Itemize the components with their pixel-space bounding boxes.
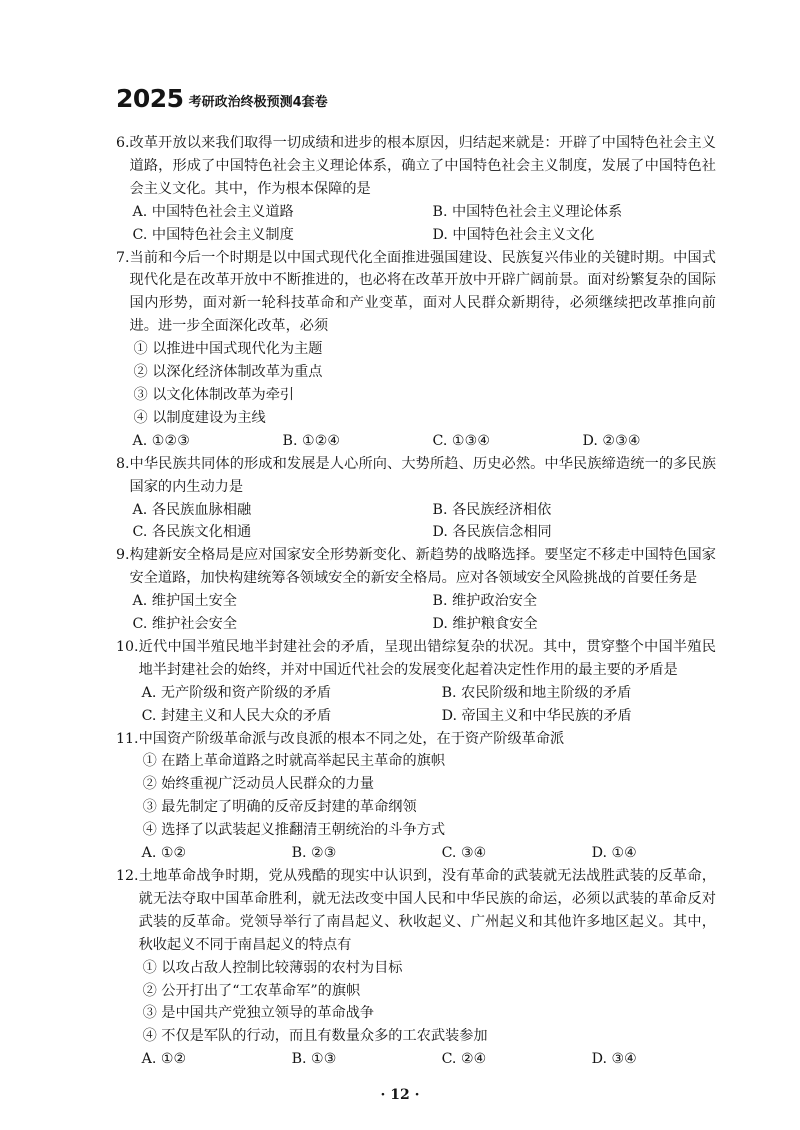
option-c: C. 各民族文化相通 — [132, 524, 252, 541]
option-c: C. ①③④ — [432, 432, 491, 449]
statement-1: ① 在踏上革命道路之时就高举起民主革命的旗帜 — [142, 753, 446, 770]
option-a: A. 维护国土安全 — [132, 593, 237, 610]
question-11 — [116, 728, 716, 865]
option-b: B. ①②④ — [282, 432, 341, 449]
question-12 — [116, 865, 716, 1071]
statement-4: ④ 不仅是军队的行动，而且有数量众多的工农武装参加 — [142, 1028, 488, 1045]
option-a: A. ①②③ — [132, 432, 190, 449]
statement-list — [130, 338, 716, 430]
question-number: 6. — [116, 135, 130, 151]
question-8 — [116, 453, 716, 545]
statement-list — [139, 957, 716, 1049]
answer-options — [130, 201, 716, 247]
question-number: 7. — [116, 249, 130, 266]
answer-options — [130, 430, 716, 453]
statement-4: ④ 以制度建设为主线 — [133, 409, 266, 426]
option-b: B. 各民族经济相依 — [432, 501, 552, 518]
option-d: D. 维护粮食安全 — [432, 616, 538, 633]
option-a: A. 无产阶级和资产阶级的矛盾 — [141, 684, 332, 701]
question-list — [116, 132, 716, 1071]
answer-options — [130, 590, 716, 636]
statement-1: ① 以攻占敌人控制比较薄弱的农村为目标 — [142, 959, 403, 976]
option-a: A. 中国特色社会主义道路 — [132, 203, 294, 220]
option-a: A. ①② — [141, 845, 187, 862]
question-number: 8. — [116, 455, 130, 472]
option-d: D. ②③④ — [582, 432, 641, 449]
question-number: 9. — [116, 547, 130, 564]
question-7 — [116, 247, 716, 453]
statement-1: ① 以推进中国式现代化为主题 — [133, 341, 323, 358]
answer-options — [130, 499, 716, 545]
statement-4: ④ 选择了以武装起义推翻清王朝统治的斗争方式 — [142, 822, 446, 839]
statement-2: ② 公开打出了“工农革命军”的旗帜 — [142, 982, 361, 999]
option-d: D. 各民族信念相同 — [432, 524, 552, 541]
question-stem: 中华民族共同体的形成和发展是人心所向、大势所趋、历史必然。中华民族缔造统一的多民族国家的内生动力是 — [129, 455, 716, 495]
option-b: B. 中国特色社会主义理论体系 — [432, 203, 623, 220]
option-c: C. ③④ — [441, 845, 487, 862]
question-number: 12. — [116, 868, 139, 884]
answer-options — [139, 682, 716, 728]
answer-options — [139, 1048, 716, 1071]
option-b: B. ②③ — [291, 845, 337, 862]
option-d: D. 帝国主义和中华民族的矛盾 — [441, 707, 632, 724]
option-d: D. ①④ — [591, 845, 637, 862]
option-a: A. ①② — [141, 1051, 187, 1068]
statement-list — [139, 750, 716, 842]
question-stem: 近代中国半殖民地半封建社会的矛盾，呈现出错综复杂的状况。其中，贯穿整个中国半殖民地半封建社会的始终，并对中国近代社会的发展变化起着决定性作用的最主要的矛盾是 — [138, 638, 716, 678]
option-d: D. 中国特色社会主义文化 — [432, 226, 595, 243]
page-number: · 12 · — [380, 1087, 420, 1103]
question-10 — [116, 636, 716, 728]
question-stem: 构建新安全格局是应对国家安全形势新变化、新趋势的战略选择。要坚定不移走中国特色国家安全道路，加快构建统筹各领域安全的新安全格局。应对各领域安全风险挑战的首要任务是 — [129, 547, 716, 587]
header-title: 考研政治终极预测4套卷 — [188, 95, 328, 110]
option-a: A. 各民族血脉相融 — [132, 501, 252, 518]
question-stem: 改革开放以来我们取得一切成绩和进步的根本原因，归结起来就是：开辟了中国特色社会主义道路，形成了中国特色社会主义理论体系，确立了中国特色社会主义制度，发展了中国特色社会主义文化。其中，作为根本保障的是 — [129, 135, 716, 197]
option-b: B. 维护政治安全 — [432, 593, 538, 610]
option-b: B. ①③ — [291, 1051, 337, 1068]
question-stem: 土地革命战争时期，党从残酷的现实中认识到，没有革命的武装就无法战胜武装的反革命，就无法夺取中国革命胜利，就无法改变中国人民和中华民族的命运，必须以武装的革命反对武装的反革命。党领导举行了南昌起义、秋收起义、广州起义和其他许多地区起义。其中，秋收起义不同于南昌起义的特点有 — [138, 868, 716, 953]
statement-3: ③ 以文化体制改革为牵引 — [133, 386, 295, 403]
statement-2: ② 以深化经济体制改革为重点 — [133, 364, 323, 381]
option-d: D. ③④ — [591, 1051, 637, 1068]
question-9 — [116, 544, 716, 636]
option-b: B. 农民阶级和地主阶级的矛盾 — [441, 684, 632, 701]
statement-3: ③ 是中国共产党独立领导的革命战争 — [142, 1005, 375, 1022]
option-c: C. ②④ — [441, 1051, 487, 1068]
option-c: C. 中国特色社会主义制度 — [132, 226, 294, 243]
question-stem: 当前和今后一个时期是以中国式现代化全面推进强国建设、民族复兴伟业的关键时期。中国式现代化是在改革开放中不断推进的，也必将在改革开放中开辟广阔前景。面对纷繁复杂的国际国内形势，面对新一轮科技革命和产业变革，面对人民群众新期待，必须继续把改革推向前进。进一步全面深化改革，必须 — [129, 249, 716, 335]
question-stem: 中国资产阶级革命派与改良派的根本不同之处，在于资产阶级革命派 — [138, 730, 565, 747]
question-number: 11. — [116, 730, 139, 747]
header-year: 2025 — [116, 84, 184, 113]
statement-3: ③ 最先制定了明确的反帝反封建的革命纲领 — [142, 799, 417, 816]
statement-2: ② 始终重视广泛动员人民群众的力量 — [142, 776, 375, 793]
question-number: 10. — [116, 638, 139, 655]
answer-options — [139, 842, 716, 865]
question-6 — [116, 132, 716, 247]
option-c: C. 封建主义和人民大众的矛盾 — [141, 707, 332, 724]
page-header — [116, 86, 328, 112]
option-c: C. 维护社会安全 — [132, 616, 238, 633]
